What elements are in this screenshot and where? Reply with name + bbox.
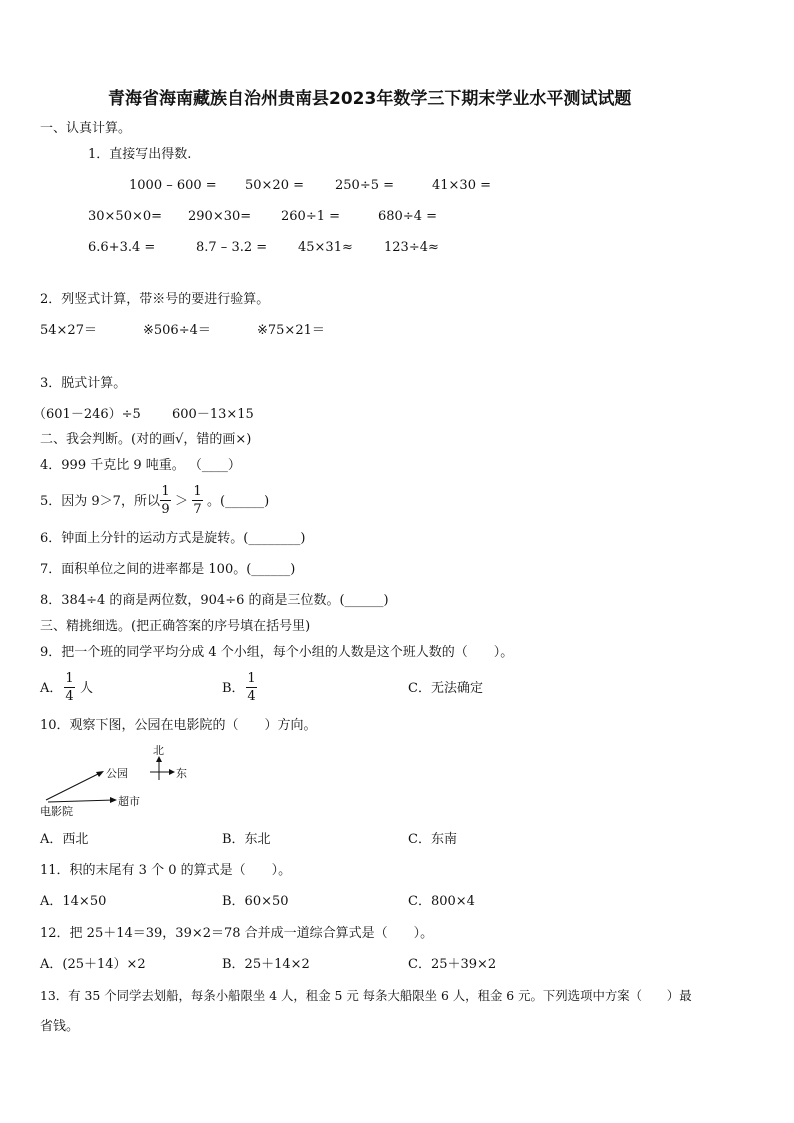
- arrow-head-market: [110, 797, 117, 803]
- calc-item: 1000 – 600 =: [129, 178, 217, 193]
- calc-item: 6.6+3.4 =: [88, 240, 156, 255]
- q3-label: 3．脱式计算。: [40, 376, 127, 391]
- fraction-numerator: 1: [247, 671, 256, 686]
- section2-heading: 二、我会判断。(对的画√，错的画×): [40, 432, 252, 447]
- arrow-to-market: [48, 800, 114, 802]
- compass-east-arrow: [169, 769, 175, 775]
- question-4: 4．999 千克比 9 吨重。 （____）: [40, 458, 241, 473]
- option-c: C．无法确定: [408, 681, 483, 696]
- section1-heading: 一、认真计算。: [40, 121, 132, 136]
- calc-item: 680÷4 =: [378, 209, 438, 224]
- label-market: 超市: [118, 795, 140, 808]
- fraction-denominator: 7: [193, 502, 202, 517]
- label-cinema: 电影院: [40, 805, 73, 818]
- question-8: 8．384÷4 的商是两位数，904÷6 的商是三位数。(______): [40, 593, 389, 608]
- option-b-label: B．: [222, 681, 245, 696]
- fraction-one-seventh: [192, 485, 203, 516]
- option-a: A．(25＋14）×2: [40, 957, 146, 972]
- question-13-line1: 13．有 35 个同学去划船，每条小船限坐 4 人，租金 5 元 每条大船限坐 6 人，租金 6 元。下列选项中方案（ ）最: [40, 988, 692, 1003]
- calc-item: 41×30 =: [432, 178, 492, 193]
- option-b: B．60×50: [222, 894, 289, 909]
- option-c: C．25＋39×2: [408, 957, 497, 972]
- option-c: C．东南: [408, 832, 457, 847]
- question-6: 6．钟面上分针的运动方式是旋转。(________): [40, 531, 306, 546]
- question-10-stem: 10．观察下图，公园在电影院的（ ）方向。: [40, 718, 317, 733]
- fraction-numerator: 1: [65, 671, 74, 686]
- label-park: 公园: [106, 767, 128, 780]
- vertical-calc-item: ※75×21＝: [257, 323, 325, 338]
- option-a-label: A．: [40, 681, 63, 696]
- fraction-one-quarter: [64, 672, 75, 703]
- fraction-denominator: 9: [161, 502, 170, 517]
- calc-item: 123÷4≈: [384, 240, 439, 255]
- arrow-to-park: [46, 772, 102, 800]
- calc-item: 290×30=: [188, 209, 252, 224]
- fraction-denominator: 4: [65, 689, 74, 704]
- label-east: 东: [176, 767, 187, 780]
- fraction-numerator: 1: [161, 484, 170, 499]
- calc-item: 30×50×0=: [88, 209, 163, 224]
- page-title: 青海省海南藏族自治州贵南县2023年数学三下期末学业水平测试试题: [108, 89, 632, 109]
- greater-than-sign: ＞: [175, 494, 189, 509]
- question-5-prefix: 5．因为 9＞7，所以: [40, 494, 160, 509]
- fraction-denominator: 4: [247, 689, 256, 704]
- question-9-stem: 9．把一个班的同学平均分成 4 个小组，每个小组的人数是这个班人数的（ ）。: [40, 645, 514, 660]
- calc-item: 45×31≈: [298, 240, 353, 255]
- question-7: 7．面积单位之间的进率都是 100。(______): [40, 562, 296, 577]
- option-c: C．800×4: [408, 894, 475, 909]
- calc-item: 8.7 – 3.2 =: [196, 240, 268, 255]
- q1-label: 1．直接写出得数.: [88, 147, 192, 162]
- stepwise-calc-item: 600－13×15: [172, 407, 254, 422]
- vertical-calc-item: 54×27＝: [40, 323, 97, 338]
- calc-item: 50×20 =: [245, 178, 305, 193]
- calc-item: 260÷1 =: [281, 209, 341, 224]
- option-b: B．东北: [222, 832, 271, 847]
- option-a-unit: 人: [80, 681, 94, 696]
- question-5-suffix: 。(______): [207, 494, 270, 509]
- stepwise-calc-item: （601－246）÷5: [33, 407, 141, 422]
- q2-label: 2．列竖式计算，带※号的要进行验算。: [40, 292, 270, 307]
- section3-heading: 三、精挑细选。(把正确答案的序号填在括号里): [40, 619, 311, 634]
- direction-diagram: [32, 740, 232, 830]
- label-north: 北: [153, 744, 164, 757]
- question-12-stem: 12．把 25＋14＝39，39×2＝78 合并成一道综合算式是（ ）。: [40, 926, 434, 941]
- fraction-one-ninth: [160, 485, 171, 516]
- option-b: B．25＋14×2: [222, 957, 310, 972]
- vertical-calc-item: ※506÷4＝: [143, 323, 211, 338]
- fraction-numerator: 1: [193, 484, 202, 499]
- fraction-one-quarter: [246, 672, 257, 703]
- question-13-line2: 省钱。: [40, 1019, 80, 1034]
- calc-item: 250÷5 =: [335, 178, 395, 193]
- option-a: A．14×50: [40, 894, 107, 909]
- question-11-stem: 11．积的末尾有 3 个 0 的算式是（ ）。: [40, 863, 292, 878]
- option-a: A．西北: [40, 832, 89, 847]
